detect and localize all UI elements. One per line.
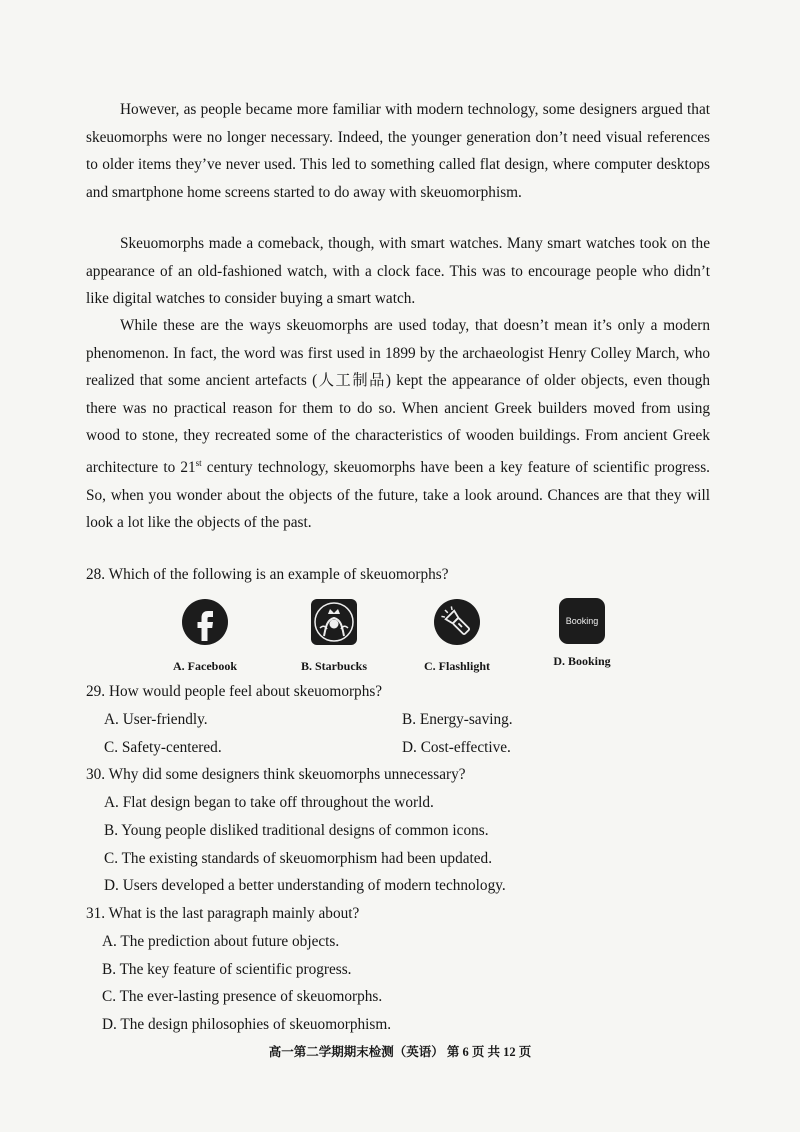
option-28-a (135, 598, 275, 674)
option-31-c: C. The ever-lasting presence of skeuomorphs. (102, 988, 383, 1005)
option-31-d: D. The design philosophies of skeuomorphism. (102, 1016, 392, 1033)
question-28: 28. Which of the following is an example of skeuomorphs? (86, 566, 449, 583)
option-30-b: B. Young people disliked traditional designs of common icons. (104, 822, 489, 839)
paragraph-smart-watches: Skeuomorphs made a comeback, though, with smart watches. Many smart watches took on the appearance of an old-fashioned watch, with a clock face. This was to encourage people who didn’t like digital watches to consider buying a smart watch. (86, 235, 710, 308)
question-31: 31. What is the last paragraph mainly about? (86, 905, 360, 922)
option-31-a: A. The prediction about future objects. (102, 933, 340, 950)
option-28-b-label: B. Starbucks (300, 659, 368, 673)
option-28-a-label: A. Facebook (173, 659, 237, 673)
flashlight-icon (433, 598, 481, 646)
facebook-icon (181, 598, 229, 646)
option-28-b (264, 598, 404, 674)
starbucks-icon (310, 598, 358, 646)
question-30: 30. Why did some designers think skeuomorphs unnecessary? (86, 766, 466, 783)
paragraph-history-part1: While these are the ways skeuomorphs are used today, that doesn’t mean it’s only a modern phenomenon. In fact, the word was first used in 1899 by the archaeologist Henry Colley March, who realized that some ancient artefacts (人工制品) kept the appearance of older objects, even though there was no practical reason for them to do so. When ancient Greek builders moved from using wood to stone, they recreated some of the characteristics of wooden buildings. From ancient Greek architecture to 21 (86, 317, 710, 477)
option-30-d: D. Users developed a better understanding of modern technology. (104, 877, 506, 894)
option-29-c: C. Safety-centered. (104, 739, 222, 756)
option-29-d: D. Cost-effective. (402, 739, 511, 756)
booking-icon (559, 598, 605, 644)
option-29-a: A. User-friendly. (104, 711, 208, 728)
option-28-c-label: C. Flashlight (423, 659, 490, 673)
option-28-d (512, 598, 652, 669)
booking-icon-text: Booking (565, 616, 599, 626)
option-30-a: A. Flat design began to take off throughout the world. (104, 794, 434, 811)
paragraph-flat-design: However, as people became more familiar with modern technology, some designers argued that skeuomorphs were no longer necessary. Indeed, the younger generation don’t need visual references to older items they’ve never used. This led to something called flat design, where computer desktops and smartphone home screens started to do away with skeuomorphism. (86, 101, 710, 201)
option-31-b: B. The key feature of scientific progress. (102, 961, 352, 978)
paragraph-history-part2: century technology, skeuomorphs have been a key feature of scientific progress. So, when you wonder about the objects of the future, take a look around. Chances are that they will look a lot like the objects of the past. (86, 459, 710, 532)
page-footer: 高一第二学期期末检测（英语） 第 6 页 共 12 页 (268, 1045, 532, 1059)
paragraph-history (86, 312, 710, 537)
option-29-b: B. Energy-saving. (402, 711, 513, 728)
option-30-c: C. The existing standards of skeuomorphism had been updated. (104, 850, 493, 867)
question-29: 29. How would people feel about skeuomorphs? (86, 683, 383, 700)
option-28-d-label: D. Booking (553, 654, 611, 668)
option-28-c (387, 598, 527, 674)
ordinal-suffix: st (195, 457, 202, 468)
